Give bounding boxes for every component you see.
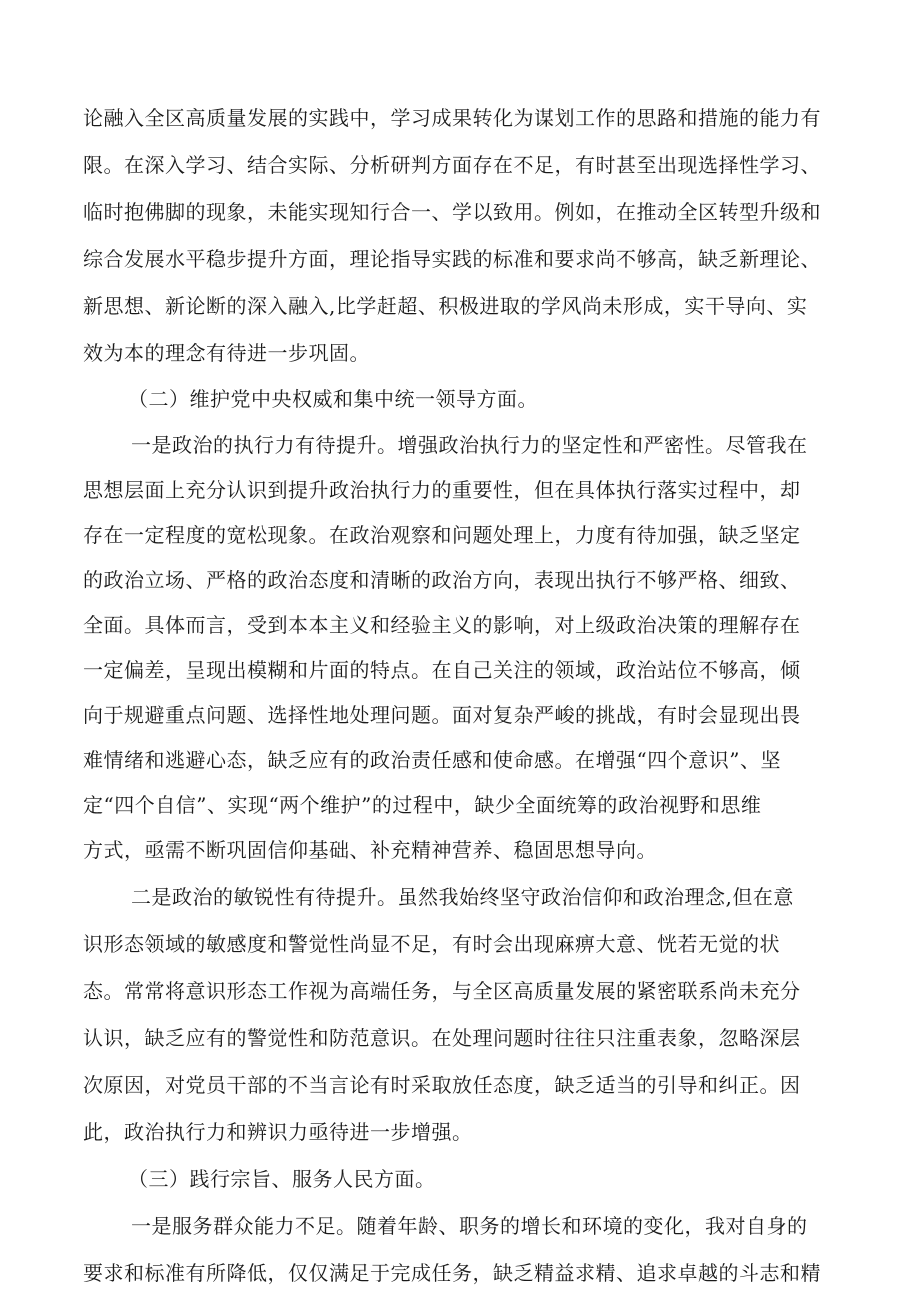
text-line: 新思想、新论断的深入融入,比学赶超、积极进取的学风尚未形成，实干导向、实 xyxy=(83,294,808,318)
text-line: 定“四个自信”、实现“两个维护”的过程中，缺少全面统筹的政治视野和思维 xyxy=(83,793,762,817)
text-line: 限。在深入学习、结合实际、分析研判方面存在不足，有时甚至出现选择性学习、 xyxy=(83,153,821,177)
text-line: 全面。具体而言，受到本本主义和经验主义的影响，对上级政治决策的理解存在 xyxy=(83,613,801,637)
text-line: 要求和标准有所降低，仅仅满足于完成任务，缺乏精益求精、追求卓越的斗志和精 xyxy=(83,1261,821,1285)
text-line: 的政治立场、严格的政治态度和清晰的政治方向，表现出执行不够严格、细致、 xyxy=(83,568,801,592)
text-line: 识形态领域的敏感度和警觉性尚显不足，有时会出现麻痹大意、恍若无觉的状 xyxy=(83,932,780,956)
section-heading: （三）践行宗旨、服务人民方面。 xyxy=(128,1167,436,1191)
text-line: 一定偏差，呈现出模糊和片面的特点。在自己关注的领域，政治站位不够高，倾 xyxy=(83,658,801,682)
text-line: 次原因，对党员干部的不当言论有时采取放任态度，缺乏适当的引导和纠正。因 xyxy=(83,1073,801,1097)
text-line: 论融入全区高质量发展的实践中，学习成果转化为谋划工作的思路和措施的能力有 xyxy=(83,106,821,130)
text-line: 综合发展水平稳步提升方面，理论指导实践的标准和要求尚不够高，缺乏新理论、 xyxy=(83,247,821,271)
text-line: 方式，亟需不断巩固信仰基础、补充精神营养、稳固思想导向。 xyxy=(83,838,657,862)
text-line: 认识，缺乏应有的警觉性和防范意识。在处理问题时往往只注重表象，忽略深层 xyxy=(83,1026,801,1050)
text-line: 此，政治执行力和辨识力亟待进一步增强。 xyxy=(83,1120,473,1144)
text-line: 思想层面上充分认识到提升政治执行力的重要性，但在具体执行落实过程中，却 xyxy=(83,478,801,502)
text-line: 一是服务群众能力不足。随着年龄、职务的增长和环境的变化，我对自身的 xyxy=(131,1214,808,1238)
text-line: 二是政治的敏锐性有待提升。虽然我始终坚守政治信仰和政治理念,但在意 xyxy=(131,885,794,909)
text-line: 态。常常将意识形态工作视为高端任务，与全区高质量发展的紧密联系尚未充分 xyxy=(83,979,801,1003)
text-line: 向于规避重点问题、选择性地处理问题。面对复杂严峻的挑战，有时会显现出畏 xyxy=(83,703,801,727)
text-line: 一是政治的执行力有待提升。增强政治执行力的坚定性和严密性。尽管我在 xyxy=(131,433,808,457)
text-line: 效为本的理念有待进一步巩固。 xyxy=(83,341,370,365)
text-line: 临时抱佛脚的现象，未能实现知行合一、学以致用。例如，在推动全区转型升级和 xyxy=(83,200,821,224)
text-line: 存在一定程度的宽松现象。在政治观察和问题处理上，力度有待加强，缺乏坚定 xyxy=(83,523,801,547)
section-heading: （二）维护党中央权威和集中统一领导方面。 xyxy=(128,387,538,411)
text-line: 难情绪和逃避心态，缺乏应有的政治责任感和使命感。在增强“四个意识”、坚 xyxy=(83,748,781,772)
